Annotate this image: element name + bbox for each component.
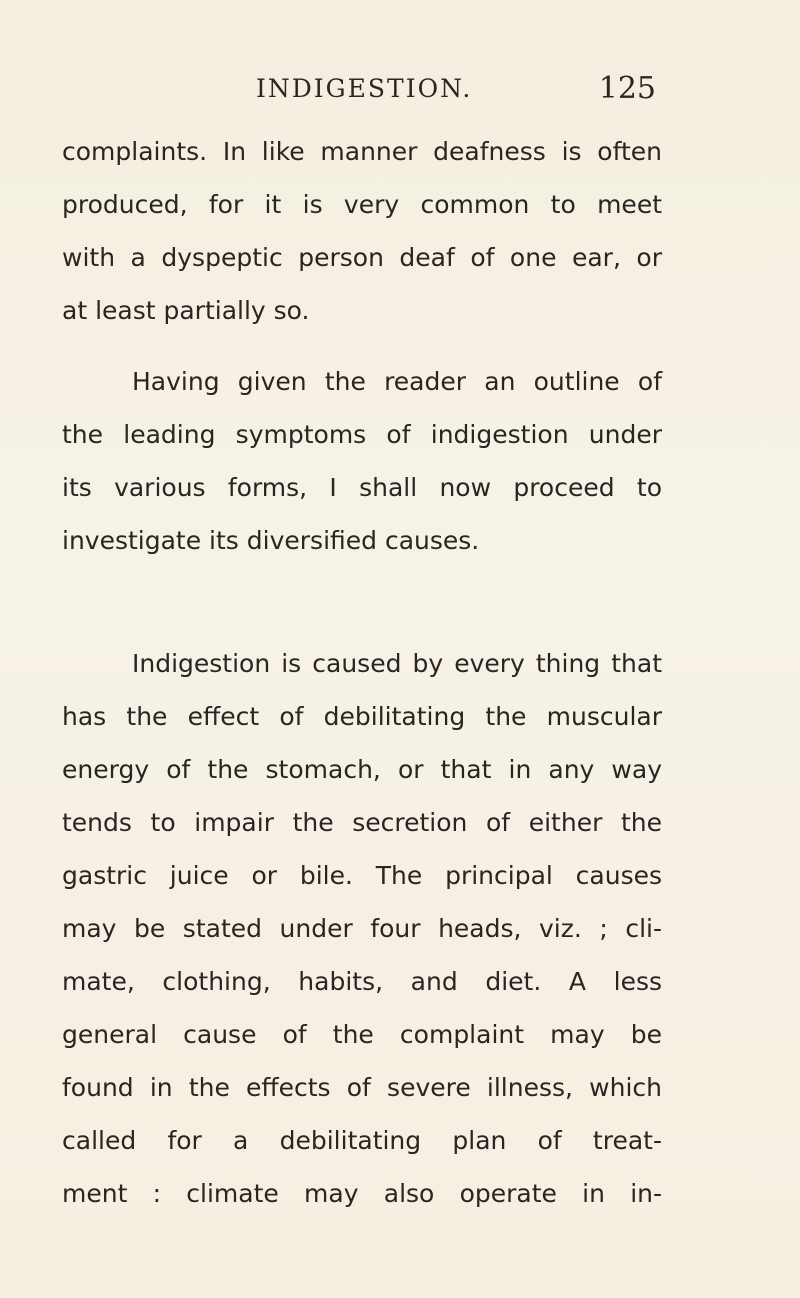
text-line: tends to impair the secretion of either the [62, 808, 662, 837]
running-title: INDIGESTION. [256, 74, 473, 103]
text-line: complaints. In like manner deafness is often [62, 137, 662, 166]
text-line: has the effect of debilitating the muscular [62, 702, 662, 731]
text-line: general cause of the complaint may be [62, 1020, 662, 1049]
text-line: ment : climate may also operate in in- [62, 1179, 662, 1208]
paragraph-1 [62, 125, 662, 337]
paragraph-2 [62, 355, 662, 567]
text-line: at least partially so. [62, 296, 310, 325]
text-line: with a dyspeptic person deaf of one ear, or [62, 243, 662, 272]
paragraph-3 [62, 637, 662, 1220]
text-line: its various forms, I shall now proceed to [62, 473, 662, 502]
text-line: may be stated under four heads, viz. ; cli- [62, 914, 662, 943]
text-line: found in the effects of severe illness, which [62, 1073, 662, 1102]
text-line: gastric juice or bile. The principal causes [62, 861, 662, 890]
text-line: the leading symptoms of indigestion under [62, 420, 662, 449]
text-line: Having given the reader an outline of [132, 367, 662, 396]
text-line: mate, clothing, habits, and diet. A less [62, 967, 662, 996]
text-line: produced, for it is very common to meet [62, 190, 662, 219]
text-line: Indigestion is caused by every thing that [132, 649, 662, 678]
running-header [256, 71, 656, 114]
page-number: 125 [598, 71, 656, 106]
text-line: energy of the stomach, or that in any way [62, 755, 662, 784]
text-line: called for a debilitating plan of treat- [62, 1126, 662, 1155]
text-line: investigate its diversified causes. [62, 526, 480, 555]
